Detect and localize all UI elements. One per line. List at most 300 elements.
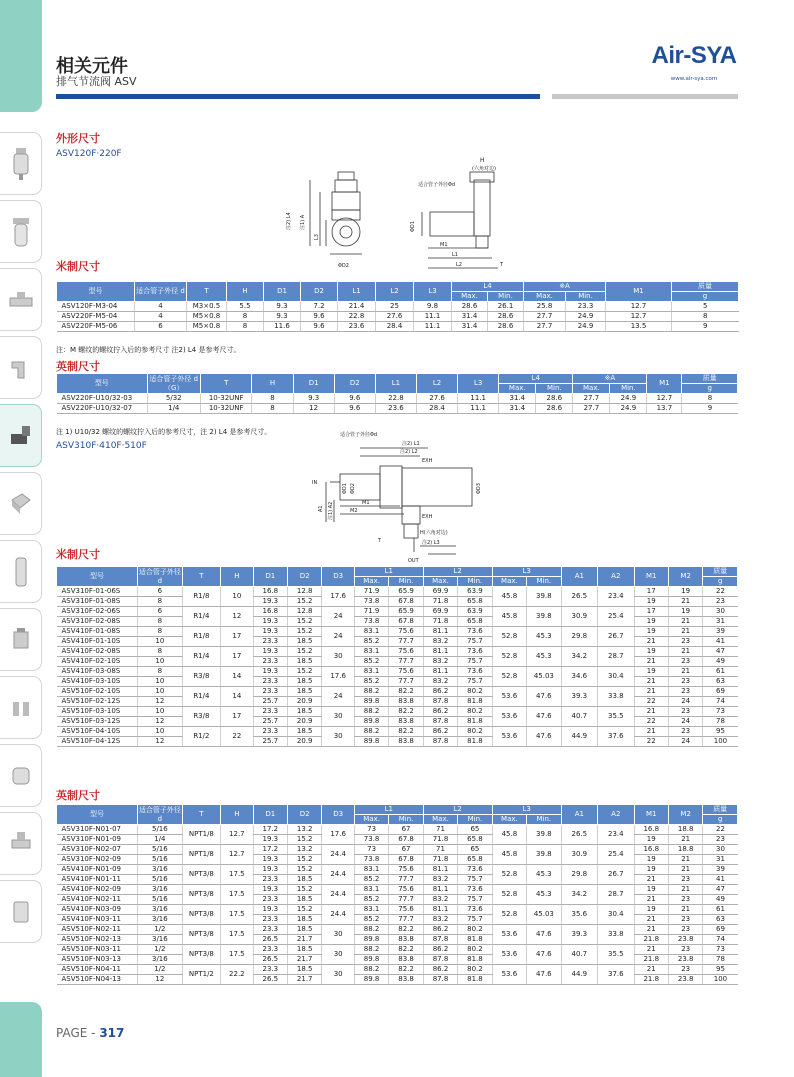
m2-cell: 23.8 (668, 935, 702, 945)
d3-cell: 30 (322, 965, 354, 985)
l1-min-cell: 82.2 (389, 945, 423, 955)
l2-max-cell: 87.8 (423, 935, 457, 945)
a1-cell: 26.5 (561, 587, 597, 607)
a1-cell: 29.8 (561, 865, 597, 885)
table-row (57, 865, 738, 875)
a1-cell: 40.7 (561, 945, 597, 965)
m1-cell: 19 (634, 647, 668, 657)
h-cell: 17.5 (221, 905, 253, 925)
l2-min-cell: 73.6 (458, 865, 492, 875)
l1-max-cell: 85.2 (354, 895, 388, 905)
sidebar-tab-manifold[interactable] (0, 268, 42, 331)
tube-cell: 1/4 (138, 835, 183, 845)
value-cell: 25 (376, 302, 414, 312)
l1-min-cell: 77.7 (389, 677, 423, 687)
value-cell: 12.7 (606, 302, 672, 312)
brand-url: www.air-sya.com (670, 76, 718, 82)
l2-min-cell: 73.6 (458, 647, 492, 657)
d2-cell: 15.2 (288, 885, 322, 895)
l2-min-cell: 80.2 (458, 925, 492, 935)
l3-max-cell: 52.8 (492, 885, 526, 905)
m2-cell: 21 (668, 855, 702, 865)
l1-max-cell: 71.9 (354, 607, 388, 617)
d1-cell: 17.2 (253, 825, 287, 835)
mass-cell: 22 (703, 825, 738, 835)
sidebar-top-accent (0, 0, 42, 112)
d2-cell: 18.5 (288, 727, 322, 737)
m1-cell: 19 (634, 597, 668, 607)
sidebar-tab-silencer[interactable] (0, 540, 42, 603)
mass-cell: 78 (703, 717, 738, 727)
mass-cell: 30 (703, 845, 738, 855)
value-cell: 1/4 (147, 404, 200, 414)
label-t: T (500, 262, 504, 268)
sidebar-tab-lubricator[interactable] (0, 200, 42, 263)
d2-cell: 15.2 (288, 647, 322, 657)
l2-min-cell: 81.8 (458, 935, 492, 945)
l2-min-cell: 73.6 (458, 905, 492, 915)
tube-cell: 10 (138, 687, 183, 697)
th-mass: 质量 (672, 282, 739, 292)
table-row (57, 687, 738, 697)
d1-cell: 19.3 (253, 865, 287, 875)
label-m2-2: M2 (350, 508, 358, 514)
d1-cell: 19.3 (253, 597, 287, 607)
l2-max-cell: 69.9 (423, 607, 457, 617)
l3-max-cell: 53.6 (492, 965, 526, 985)
table-row (57, 975, 738, 985)
thread-cell: NPT1/8 (182, 825, 221, 845)
value-cell: 9.6 (334, 394, 375, 404)
label-d2: ΦD2 (338, 263, 349, 269)
model-cell: ASV410F-01-08S (57, 627, 138, 637)
sidebar-tab-filter[interactable] (0, 132, 42, 195)
table-inch-asv310f (56, 804, 738, 985)
a1-cell: 40.7 (561, 707, 597, 727)
label-l3-2: 注2) L3 (422, 540, 440, 546)
mass-cell: 100 (703, 975, 738, 985)
value-cell: 6 (135, 322, 187, 332)
d1-cell: 19.3 (253, 667, 287, 677)
tube-cell: 6 (138, 587, 183, 597)
table-row (57, 667, 738, 677)
m1-cell: 22 (634, 737, 668, 747)
l3-min-cell: 39.8 (527, 825, 561, 845)
drawing-asv310f (300, 426, 500, 566)
d1-cell: 17.2 (253, 845, 287, 855)
l3-min-cell: 47.6 (527, 687, 561, 707)
tube-cell: 8 (138, 617, 183, 627)
l1-max-cell: 88.2 (354, 707, 388, 717)
sidebar-tab-muffler[interactable] (0, 744, 42, 807)
l1-min-cell: 83.8 (389, 935, 423, 945)
d3-cell: 30 (322, 945, 354, 965)
l1-min-cell: 83.8 (389, 717, 423, 727)
valve-block-icon (8, 484, 34, 524)
l1-max-cell: 83.1 (354, 627, 388, 637)
value-cell: 21.4 (338, 302, 376, 312)
l2-max-cell: 87.8 (423, 955, 457, 965)
l2-min-cell: 65 (458, 825, 492, 835)
th-l2-min: Min. (458, 577, 492, 587)
sidebar-tab-fitting-2[interactable] (0, 812, 42, 875)
note-inch-1: 注 1) U10/32 螺纹的螺纹拧入后的参考尺寸，注 2) L4 是参考尺寸。 (56, 428, 272, 436)
l1-min-cell: 67 (389, 845, 423, 855)
thread-cell: NPT1/2 (182, 965, 221, 985)
label-hex: (六角对边) (472, 166, 496, 172)
th-mass-unit: g (672, 292, 739, 302)
model-cell: ASV310F-01-06S (57, 587, 138, 597)
table-row (57, 925, 738, 935)
l3-max-cell: 53.6 (492, 707, 526, 727)
model-cell: ASV310F-N01-07 (57, 825, 138, 835)
tube-cell: 3/16 (138, 905, 183, 915)
table-row (57, 965, 738, 975)
d2-cell: 15.2 (288, 835, 322, 845)
value-cell: 5.5 (227, 302, 264, 312)
model-cell: ASV410F-01-10S (57, 637, 138, 647)
value-cell: 12.7 (606, 312, 672, 322)
l1-min-cell: 75.6 (389, 905, 423, 915)
table-row (57, 845, 738, 855)
d3-cell: 24.4 (322, 865, 354, 885)
l2-max-cell: 81.1 (423, 865, 457, 875)
model-series-2: ASV310F·410F·510F (56, 441, 147, 451)
th-l4-min: Min. (488, 292, 524, 302)
thread-cell: NPT3/8 (182, 885, 221, 905)
sidebar-tab-push-fitting[interactable] (0, 608, 42, 671)
m2-cell: 21 (668, 865, 702, 875)
thread-cell: NPT3/8 (182, 925, 221, 945)
h-cell: 17 (221, 647, 253, 667)
value-cell: 26.1 (488, 302, 524, 312)
d3-cell: 24 (322, 627, 354, 647)
th-l3-max: Max. (492, 815, 526, 825)
model-cell: ASV310F-N01-09 (57, 835, 138, 845)
mass-cell: 61 (703, 905, 738, 915)
m1-cell: 21 (634, 895, 668, 905)
th-d2: D2 (288, 805, 322, 825)
table-row (57, 915, 738, 925)
value-cell: 28.6 (452, 302, 488, 312)
d1-cell: 26.5 (253, 935, 287, 945)
model-cell: ASV510F-N04-11 (57, 965, 138, 975)
table-row (57, 677, 738, 687)
value-cell: 27.7 (573, 394, 610, 404)
l1-max-cell: 83.1 (354, 885, 388, 895)
m1-cell: 21 (634, 727, 668, 737)
mass-cell: 22 (703, 587, 738, 597)
sidebar-tab-fitting-3[interactable] (0, 880, 42, 943)
sidebar-bottom-accent (0, 1002, 42, 1077)
value-cell: 23.6 (338, 322, 376, 332)
l2-min-cell: 65 (458, 845, 492, 855)
model-cell: ASV510F-N02-11 (57, 925, 138, 935)
th-h: H (221, 567, 253, 587)
mass-cell: 74 (703, 935, 738, 945)
m2-cell: 23 (668, 925, 702, 935)
d2-cell: 18.5 (288, 637, 322, 647)
m1-cell: 21.8 (634, 935, 668, 945)
value-cell: M3×0.5 (187, 302, 227, 312)
m1-cell: 21 (634, 687, 668, 697)
th-mass: 质量 (703, 567, 738, 577)
l1-max-cell: 88.2 (354, 727, 388, 737)
l2-max-cell: 86.2 (423, 925, 457, 935)
model-cell: ASV310F-N02-07 (57, 845, 138, 855)
l2-min-cell: 75.7 (458, 915, 492, 925)
l1-max-cell: 89.8 (354, 935, 388, 945)
l2-min-cell: 75.7 (458, 657, 492, 667)
m1-cell: 19 (634, 905, 668, 915)
l3-max-cell: 45.8 (492, 825, 526, 845)
d2-cell: 13.2 (288, 845, 322, 855)
table-metric-asv120f (56, 281, 739, 332)
l3-max-cell: 53.6 (492, 687, 526, 707)
m2-cell: 24 (668, 737, 702, 747)
value-cell: 9.6 (301, 312, 338, 322)
sidebar-tab-flow-valve[interactable] (0, 404, 42, 467)
d3-cell: 24.4 (322, 905, 354, 925)
mass-cell: 39 (703, 865, 738, 875)
d1-cell: 23.3 (253, 895, 287, 905)
th-mass-unit: g (682, 384, 738, 394)
label-l1: L1 (452, 252, 458, 258)
mass-cell: 78 (703, 955, 738, 965)
value-cell: M5×0.8 (187, 322, 227, 332)
m1-cell: 16.8 (634, 825, 668, 835)
l3-min-cell: 45.03 (527, 667, 561, 687)
l1-max-cell: 88.2 (354, 945, 388, 955)
th-l2: L2 (423, 567, 492, 577)
sidebar-tab-plug[interactable] (0, 676, 42, 739)
d2-cell: 21.7 (288, 975, 322, 985)
l1-max-cell: 89.8 (354, 697, 388, 707)
tube-cell: 3/16 (138, 865, 183, 875)
d1-cell: 23.3 (253, 657, 287, 667)
tube-cell: 12 (138, 737, 183, 747)
brand-name: Air-SYA (651, 42, 737, 69)
value-cell: 28.4 (376, 322, 414, 332)
th-t: T (201, 374, 252, 394)
d2-cell: 18.5 (288, 915, 322, 925)
value-cell: 22.8 (375, 394, 416, 404)
d2-cell: 20.9 (288, 717, 322, 727)
m1-cell: 17 (634, 587, 668, 597)
th-d3: D3 (322, 567, 354, 587)
th-h: H (227, 282, 264, 302)
table-row (57, 707, 738, 717)
thread-cell: NPT3/8 (182, 865, 221, 885)
l1-max-cell: 85.2 (354, 677, 388, 687)
l2-min-cell: 80.2 (458, 965, 492, 975)
l2-min-cell: 81.8 (458, 737, 492, 747)
th-mass: 质量 (703, 805, 738, 815)
l2-min-cell: 80.2 (458, 945, 492, 955)
l3-max-cell: 52.8 (492, 865, 526, 885)
l2-min-cell: 80.2 (458, 687, 492, 697)
header-rule-blue (56, 94, 540, 99)
d1-cell: 23.3 (253, 915, 287, 925)
m2-cell: 19 (668, 587, 702, 597)
l3-min-cell: 45.03 (527, 905, 561, 925)
table-row (57, 322, 739, 332)
label-d3-2: ΦD3 (476, 483, 482, 494)
table-row (57, 885, 738, 895)
d1-cell: 23.3 (253, 707, 287, 717)
d1-cell: 23.3 (253, 965, 287, 975)
mass-cell: 69 (703, 687, 738, 697)
value-cell: 11.6 (264, 322, 301, 332)
mass-cell: 61 (703, 667, 738, 677)
value-cell: 24.9 (610, 394, 647, 404)
d1-cell: 25.7 (253, 737, 287, 747)
l3-max-cell: 52.8 (492, 667, 526, 687)
l1-min-cell: 82.2 (389, 727, 423, 737)
l2-min-cell: 65.8 (458, 855, 492, 865)
value-cell: 5/32 (147, 394, 200, 404)
sidebar-tab-valve-block[interactable] (0, 472, 42, 535)
elbow-fitting-icon (8, 348, 34, 388)
label-d1: ΦD1 (410, 221, 416, 232)
m1-cell: 19 (634, 627, 668, 637)
model-cell: ASV410F-N03-09 (57, 905, 138, 915)
tube-cell: 10 (138, 677, 183, 687)
m2-cell: 23 (668, 965, 702, 975)
d2-cell: 15.2 (288, 905, 322, 915)
d2-cell: 18.5 (288, 875, 322, 885)
d1-cell: 19.3 (253, 885, 287, 895)
d2-cell: 18.5 (288, 925, 322, 935)
page-title: 相关元件 (56, 56, 128, 77)
l3-max-cell: 52.8 (492, 647, 526, 667)
th-h: H (221, 805, 253, 825)
th-l4-max: Max. (499, 384, 536, 394)
model-cell: ASV120F-M3-04 (57, 302, 135, 312)
l3-max-cell: 52.8 (492, 627, 526, 647)
l1-max-cell: 85.2 (354, 637, 388, 647)
page-label: PAGE - (56, 1026, 100, 1040)
l1-max-cell: 73.8 (354, 835, 388, 845)
m2-cell: 23.8 (668, 975, 702, 985)
l2-max-cell: 81.1 (423, 885, 457, 895)
a1-cell: 29.8 (561, 627, 597, 647)
m2-cell: 23 (668, 707, 702, 717)
table-row (57, 905, 738, 915)
value-cell: 12 (293, 404, 334, 414)
l2-max-cell: 87.8 (423, 975, 457, 985)
thread-cell: NPT3/8 (182, 905, 221, 925)
value-cell: 9.3 (264, 302, 301, 312)
a2-cell: 30.4 (598, 905, 634, 925)
mass-cell: 63 (703, 677, 738, 687)
l1-min-cell: 77.7 (389, 895, 423, 905)
d2-cell: 21.7 (288, 935, 322, 945)
value-cell: M5×0.8 (187, 312, 227, 322)
th-tube: 适合管子外径 d (138, 567, 181, 585)
mass-cell: 31 (703, 617, 738, 627)
value-cell: 31.4 (452, 322, 488, 332)
d2-cell: 15.2 (288, 617, 322, 627)
value-cell: 24.9 (566, 322, 606, 332)
l1-min-cell: 83.8 (389, 737, 423, 747)
m2-cell: 23 (668, 727, 702, 737)
model-cell: ASV220F-M5-06 (57, 322, 135, 332)
mass-cell: 95 (703, 727, 738, 737)
d1-cell: 23.3 (253, 687, 287, 697)
table-row (57, 875, 738, 885)
l1-max-cell: 73.8 (354, 855, 388, 865)
d1-cell: 26.5 (253, 975, 287, 985)
h-cell: 17 (221, 627, 253, 647)
th-l1: L1 (354, 805, 423, 815)
l3-min-cell: 47.6 (527, 945, 561, 965)
a1-cell: 34.6 (561, 667, 597, 687)
sidebar-tab-elbow[interactable] (0, 336, 42, 399)
a1-cell: 34.2 (561, 885, 597, 905)
d2-cell: 15.2 (288, 627, 322, 637)
m2-cell: 21 (668, 597, 702, 607)
value-cell: 4 (135, 302, 187, 312)
th-mass-unit: g (703, 577, 738, 587)
m1-cell: 21 (634, 945, 668, 955)
model-cell: ASV510F-02-10S (57, 687, 138, 697)
l1-max-cell: 88.2 (354, 965, 388, 975)
l2-min-cell: 81.8 (458, 697, 492, 707)
m2-cell: 24 (668, 717, 702, 727)
l1-min-cell: 75.6 (389, 885, 423, 895)
l1-min-cell: 82.2 (389, 687, 423, 697)
th-model: 型号 (57, 374, 148, 394)
label-m1-2: M1 (362, 500, 370, 506)
a2-cell: 30.4 (598, 667, 634, 687)
l2-min-cell: 75.7 (458, 677, 492, 687)
value-cell: 13.5 (606, 322, 672, 332)
d2-cell: 20.9 (288, 697, 322, 707)
th-a-min: Min. (566, 292, 606, 302)
value-cell: 5 (672, 302, 739, 312)
th-mass-unit: g (703, 815, 738, 825)
l3-min-cell: 47.6 (527, 925, 561, 945)
model-cell: ASV510F-N04-13 (57, 975, 138, 985)
a1-cell: 30.9 (561, 607, 597, 627)
l1-min-cell: 83.8 (389, 975, 423, 985)
l3-max-cell: 45.8 (492, 845, 526, 865)
th-d1: D1 (253, 805, 287, 825)
th-model: 型号 (57, 567, 138, 587)
h-cell: 22.2 (221, 965, 253, 985)
value-cell: 11.1 (458, 404, 499, 414)
th-m2: M2 (668, 805, 702, 825)
label-d1-2: ΦD1 (342, 483, 348, 494)
m1-cell: 21 (634, 875, 668, 885)
mass-cell: 74 (703, 697, 738, 707)
value-cell: 8 (672, 312, 739, 322)
l3-max-cell: 45.8 (492, 607, 526, 627)
d1-cell: 23.3 (253, 945, 287, 955)
table-row (57, 717, 738, 727)
mass-cell: 47 (703, 647, 738, 657)
h-cell: 14 (221, 667, 253, 687)
table-row (57, 727, 738, 737)
th-a2: A2 (598, 805, 634, 825)
thread-cell: R1/8 (182, 587, 221, 607)
value-cell: 7.2 (301, 302, 338, 312)
l1-min-cell: 67.8 (389, 617, 423, 627)
a1-cell: 26.5 (561, 825, 597, 845)
drawing-asv120f (270, 150, 530, 275)
l2-min-cell: 65.8 (458, 835, 492, 845)
